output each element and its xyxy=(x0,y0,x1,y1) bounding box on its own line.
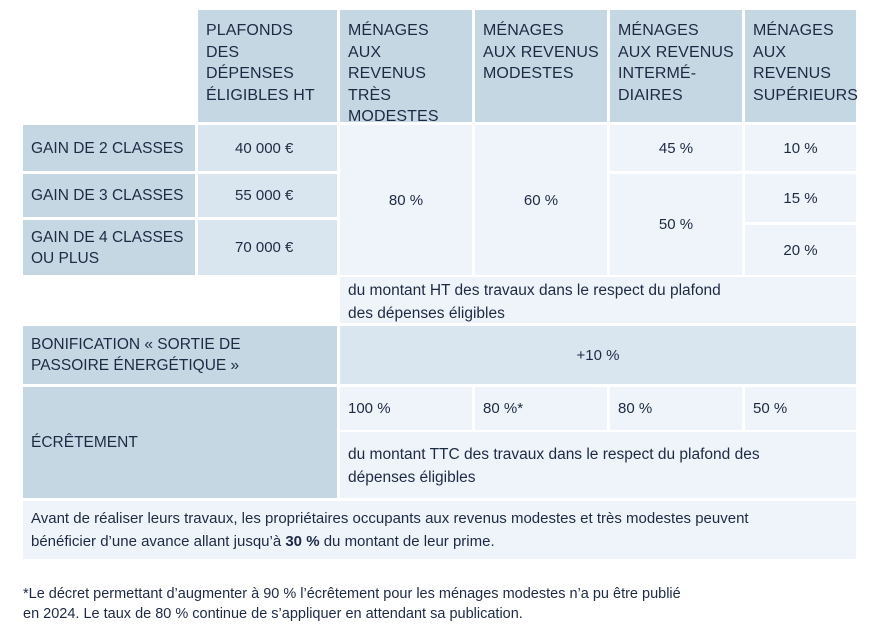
header-text: MÉNAGES xyxy=(618,22,699,39)
ecretement-value: 50 % xyxy=(753,400,788,417)
row-label-gain2 xyxy=(23,125,195,171)
header-text: SUPÉRIEURS xyxy=(753,86,859,104)
header-tres-modestes xyxy=(340,10,472,125)
header-text: REVENUS xyxy=(753,65,832,82)
header-superieurs xyxy=(745,10,859,122)
footnote xyxy=(23,584,863,628)
row-label-text: OU PLUS xyxy=(31,249,100,267)
ecretement-superieurs xyxy=(745,387,856,430)
rate-value: 80 % xyxy=(388,191,424,209)
ecretement-tres-modestes xyxy=(340,387,472,430)
rate-value: 60 % xyxy=(523,191,559,209)
bonification-label-text: PASSOIRE ÉNERGÉTIQUE » xyxy=(31,357,240,374)
row-label-gain4 xyxy=(23,220,195,275)
montant-ht-note xyxy=(340,277,856,323)
rate-modestes xyxy=(475,125,607,275)
header-text: MÉNAGES xyxy=(483,22,564,39)
header-text: AUX REVENUS xyxy=(483,43,599,61)
header-text: DIAIRES xyxy=(618,86,683,104)
header-text: INTERMÉ- xyxy=(618,65,697,82)
bonification-value xyxy=(340,326,856,384)
avance-box xyxy=(23,501,856,559)
avance-text: bénéficier d’une avance allant jusqu’à xyxy=(31,533,286,550)
note-text: dépenses éligibles xyxy=(348,469,476,486)
ecretement-value: 80 % xyxy=(618,400,653,417)
rate-intermediaires-gain3-4 xyxy=(610,174,742,275)
rate-intermediaires-gain2 xyxy=(610,125,742,171)
ecretement-intermediaires xyxy=(610,387,742,430)
header-modestes xyxy=(475,10,607,122)
rate-value: 45 % xyxy=(658,139,694,157)
ecretement-label xyxy=(23,387,337,498)
header-text: ÉLIGIBLES HT xyxy=(206,86,315,104)
plafond-value: 40 000 € xyxy=(235,139,294,157)
header-text: MÉNAGES AUX xyxy=(348,22,429,61)
row-label-text: GAIN DE 3 CLASSES xyxy=(31,187,184,204)
rate-value: 15 % xyxy=(783,189,818,207)
header-text: AUX REVENUS xyxy=(618,43,734,61)
plafond-value: 55 000 € xyxy=(235,187,294,204)
row-label-text: GAIN DE 4 CLASSES xyxy=(31,228,184,246)
rate-superieurs-gain2 xyxy=(745,125,856,171)
rate-value: 10 % xyxy=(783,139,818,157)
rate-tres-modestes xyxy=(340,125,472,275)
header-text: DES DÉPENSES xyxy=(206,43,294,82)
note-text: du montant TTC des travaux dans le respect du plafond des xyxy=(348,446,760,463)
header-intermediaires xyxy=(610,10,742,122)
ecretement-modestes xyxy=(475,387,607,430)
bonification-label-text: BONIFICATION « SORTIE DE xyxy=(31,336,241,353)
bonification-value-text: +10 % xyxy=(576,346,620,364)
avance-text: du montant de leur prime. xyxy=(319,533,495,550)
footnote-text: en 2024. Le taux de 80 % continue de s’appliquer en attendant sa publication. xyxy=(23,606,523,622)
bonification-label xyxy=(23,326,337,384)
note-text: des dépenses éligibles xyxy=(348,305,505,322)
header-text: MODESTES xyxy=(483,65,574,82)
ecretement-value: 100 % xyxy=(348,400,391,417)
plafond-gain2 xyxy=(198,125,337,171)
header-plafonds xyxy=(198,10,337,122)
row-label-gain3 xyxy=(23,174,195,217)
row-label-text: GAIN DE 2 CLASSES xyxy=(31,139,184,157)
header-text: MODESTES xyxy=(348,108,439,125)
avance-line2 xyxy=(31,530,848,553)
footnote-text: *Le décret permettant d’augmenter à 90 % l’écrêtement pour les ménages modestes n’a pu être publié xyxy=(23,586,681,602)
plafond-value: 70 000 € xyxy=(235,239,294,256)
header-text: MÉNAGES xyxy=(753,22,834,39)
header-text: AUX xyxy=(753,43,787,61)
ecretement-label-text: ÉCRÊTEMENT xyxy=(31,434,138,451)
rate-value: 20 % xyxy=(783,241,818,259)
avance-text: Avant de réaliser leurs travaux, les propriétaires occupants aux revenus modestes et très modestes peuvent xyxy=(31,510,749,527)
montant-ttc-note xyxy=(340,432,856,498)
plafond-gain3 xyxy=(198,174,337,217)
header-text: PLAFONDS xyxy=(206,22,294,39)
header-text: REVENUS TRÈS xyxy=(348,65,427,104)
rate-superieurs-gain4 xyxy=(745,225,856,275)
plafond-gain4 xyxy=(198,220,337,275)
note-text: du montant HT des travaux dans le respect du plafond xyxy=(348,282,721,299)
ecretement-value: 80 %* xyxy=(483,400,524,417)
avance-highlight: 30 % xyxy=(285,533,320,550)
rate-value: 50 % xyxy=(658,216,694,233)
rate-superieurs-gain3 xyxy=(745,174,856,222)
